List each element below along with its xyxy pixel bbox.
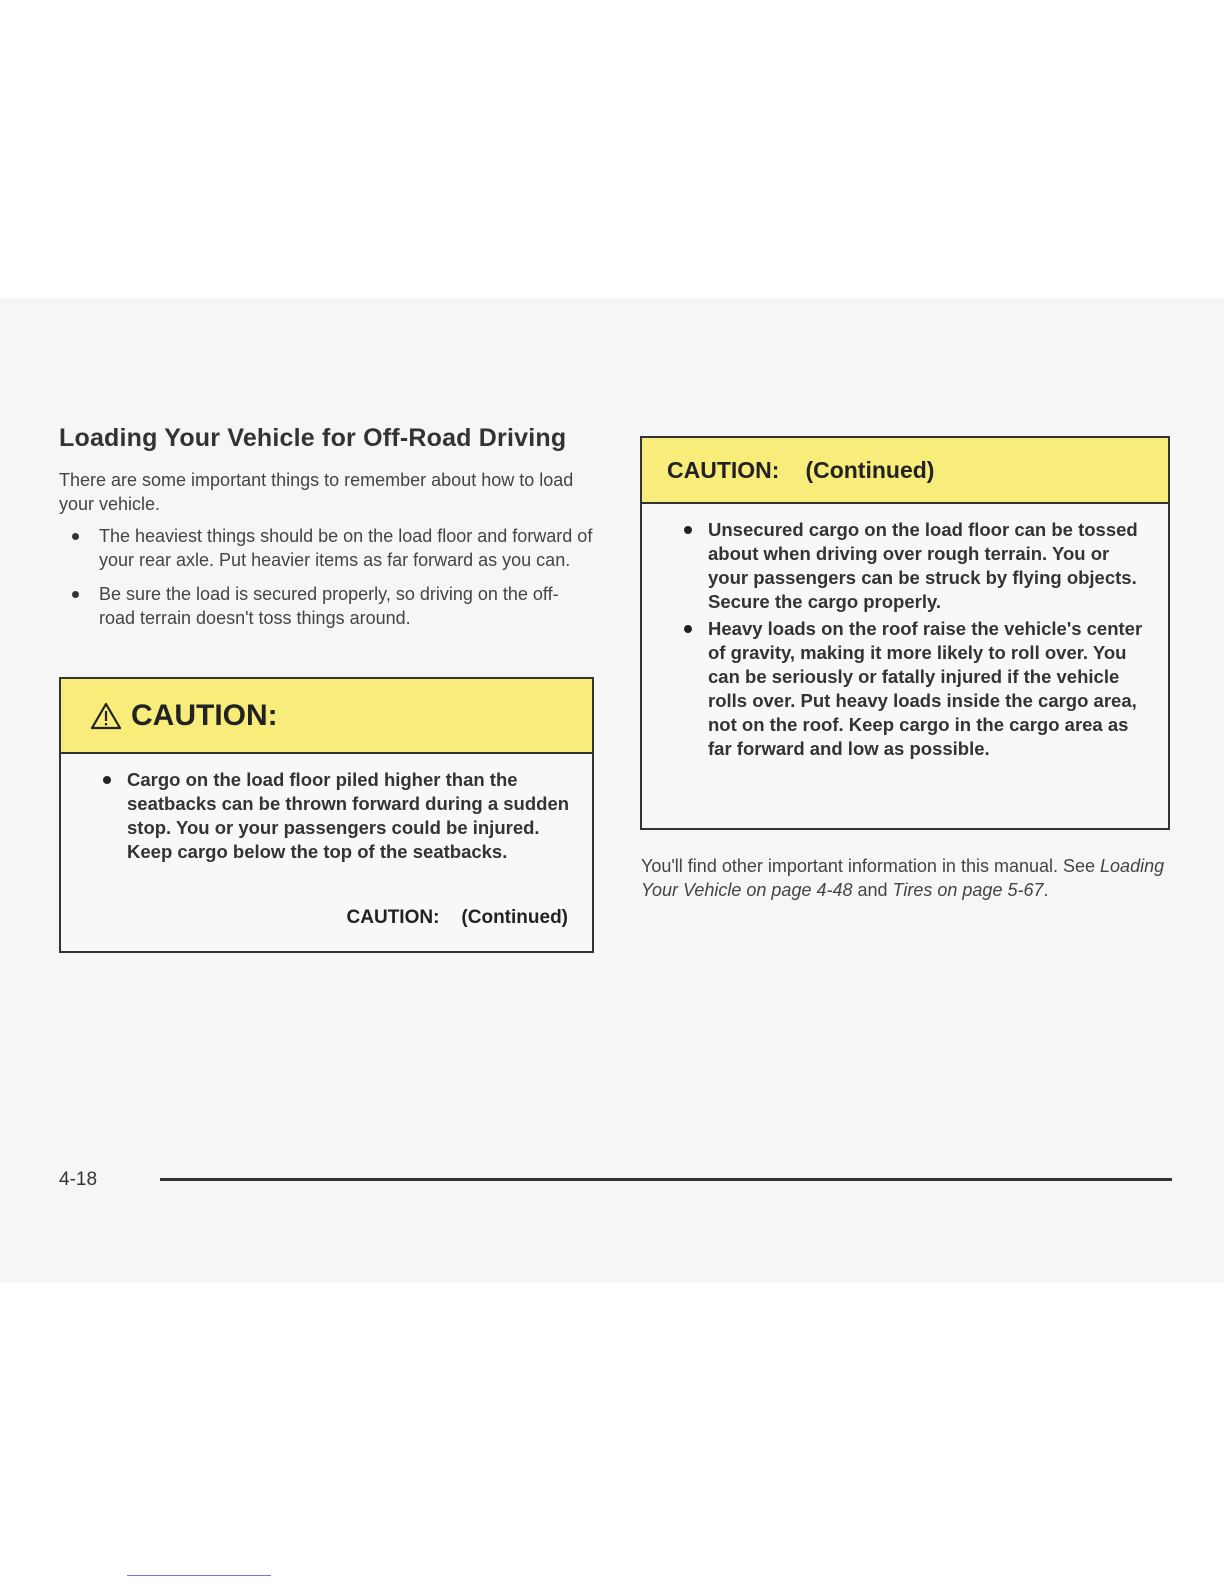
caution-list xyxy=(642,504,1168,761)
closing-text: . xyxy=(1043,880,1049,900)
closing-text: You'll find other important information in this manual. See xyxy=(641,856,1101,876)
caution-title-suffix: (Continued) xyxy=(805,456,935,483)
caution-box-left xyxy=(59,677,594,953)
list-item: Be sure the load is secured properly, so driving on the off-road terrain doesn't toss things around. xyxy=(59,582,594,630)
list-item: Unsecured cargo on the load floor can be tossed about when driving over rough terrain. You or your passengers can be struck by flying objects. Secure the cargo properly. xyxy=(708,518,1146,614)
page-number: 4-18 xyxy=(59,1169,98,1190)
caution-list xyxy=(61,754,592,864)
loading-tips-list xyxy=(59,524,594,640)
cross-reference-loading: Loading Your Vehicle on page 4-48 xyxy=(641,856,1165,900)
caution-title: CAUTION: xyxy=(667,456,780,483)
caution-title: CAUTION: xyxy=(131,698,278,732)
footer-divider xyxy=(160,1178,1172,1181)
warning-triangle-icon xyxy=(90,702,122,730)
list-item: Heavy loads on the roof raise the vehicle's center of gravity, making it more likely to roll over. You can be seriously or fatally injured if the vehicle rolls over. Put heavy loads inside the cargo area, not on the roof. Keep cargo in the cargo area as far forward and low as possible. xyxy=(708,617,1146,761)
caution-header xyxy=(61,679,592,754)
cross-reference-tires: Tires on page 5-67 xyxy=(892,880,1044,900)
list-item: Cargo on the load floor piled higher than the seatbacks can be thrown forward during a sudden stop. You or your passengers could be injured. Keep cargo below the top of the seatbacks. xyxy=(127,769,570,862)
continued-label: CAUTION: xyxy=(346,907,440,928)
closing-text: and xyxy=(852,880,893,900)
section-title: Loading Your Vehicle for Off-Road Driving xyxy=(59,424,567,452)
caution-header xyxy=(642,438,1168,504)
intro-paragraph: There are some important things to remember about how to load your vehicle. xyxy=(59,470,574,514)
caution-continued-note xyxy=(347,907,568,929)
continued-suffix: (Continued) xyxy=(461,907,568,928)
closing-paragraph xyxy=(641,854,1171,902)
list-item: The heaviest things should be on the load floor and forward of your rear axle. Put heavier items as far forward as you can. xyxy=(59,524,594,572)
bottom-link-underline xyxy=(127,1575,271,1576)
caution-box-right xyxy=(640,436,1170,830)
